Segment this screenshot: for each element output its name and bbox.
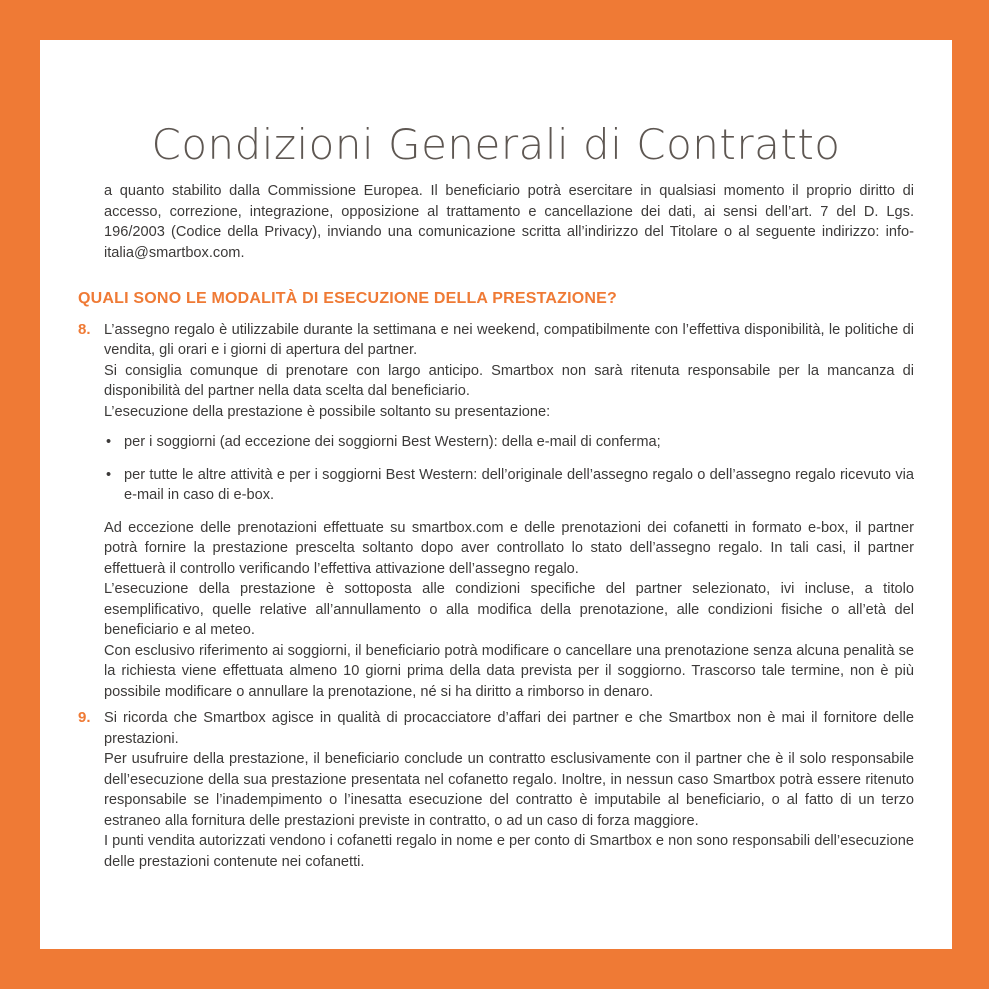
clause-8-paragraph-1: L’assegno regalo è utilizzabile durante la settimana e nei weekend, compatibilmente con l’effettiva disponibilità, le politiche di vendita, gli orari e i giorni di apertura del partner. — [104, 321, 914, 358]
bullet-icon: • — [106, 434, 112, 450]
clause-8-paragraph-3: L’esecuzione della prestazione è possibile soltanto su presentazione: — [104, 403, 551, 420]
document-page — [40, 40, 952, 949]
list-item: • per i soggiorni (ad eccezione dei soggiorni Best Western): della e-mail di conferma; — [104, 432, 914, 453]
intro-paragraph: a quanto stabilito dalla Commissione Europea. Il beneficiario potrà esercitare in qualsiasi momento il proprio diritto di accesso, correzione, integrazione, opposizione al trattamento e cancellazione dei dati, ai sensi dell’art. 7 del D. Lgs. 196/2003 (Codice della Privacy), inviando una comunicazione scritta all’indirizzo del Titolare o al seguente indirizzo: info-italia@smartbox.com. — [104, 183, 914, 261]
clause-9-paragraph-3: I punti vendita autorizzati vendono i cofanetti regalo in nome e per conto di Smartbox e non sono responsabili dell’esecuzione delle prestazioni contenute nei cofanetti. — [104, 833, 914, 870]
clause-8-paragraph-5: L’esecuzione della prestazione è sottoposta alle condizioni specifiche del partner selezionato, ivi incluse, a titolo esemplificativo, quelle relative all’annullamento o alla modifica della prenotazione, alle condizioni fisiche o all’età del beneficiario e al meteo. — [104, 581, 914, 638]
clause-9-paragraph-2: Per usufruire della prestazione, il beneficiario conclude un contratto esclusivamente con il partner che è il solo responsabile dell’esecuzione della sua prestazione presentata nel cofanetto regalo. Inoltre, in nessun caso Smartbox potrà essere ritenuto responsabile se l’inadempimento o l’inesatta esecuzione del contratto è imputabile al beneficiario, o al fatto di un terzo estraneo alla fornitura delle prestazioni previste in contratto, o ad un caso di forza maggiore. — [104, 751, 914, 829]
presentation-list — [104, 432, 914, 506]
clause-8-paragraph-2: Si consiglia comunque di prenotare con largo anticipo. Smartbox non sarà ritenuta responsabile per la mancanza di disponibilità del partner nella data scelta dal beneficiario. — [104, 362, 914, 399]
clause-8 — [78, 320, 914, 703]
clause-8-paragraph-6: Con esclusivo riferimento ai soggiorni, il beneficiario potrà modificare o cancellare una prenotazione senza alcuna penalità se la richiesta viene effettuata almeno 10 giorni prima della data prevista per il soggiorno. Trascorso tale termine, non è più possibile modificare o annullare la prenotazione, né si ha diritto a rimborso in denaro. — [104, 642, 914, 700]
clause-number: 9. — [78, 709, 91, 726]
section-heading: QUALI SONO LE MODALITÀ DI ESECUZIONE DELLA PRESTAZIONE? — [78, 290, 618, 307]
list-item: • per tutte le altre attività e per i soggiorni Best Western: dell’originale dell’assegno regalo o dell’assegno regalo ricevuto via e-mail in caso di e-box. — [106, 466, 914, 503]
clause-9 — [78, 708, 914, 872]
document-body — [78, 181, 914, 876]
clause-9-paragraph-1: Si ricorda che Smartbox agisce in qualità di procacciatore d’affari dei partner e che Smartbox non è mai il fornitore delle prestazioni. — [104, 710, 914, 747]
bullet-icon: • — [106, 466, 112, 483]
clause-8-paragraph-4: Ad eccezione delle prenotazioni effettuate su smartbox.com e delle prenotazioni dei cofanetti in formato e-box, il partner potrà fornire la prestazione prescelta soltanto dopo aver controllato lo stato dell’assegno regalo. In tali casi, il partner effettuerà il controllo verificando l’effettiva attivazione dell’assegno regalo. — [104, 519, 914, 577]
page-title: Condizioni Generali di Contratto — [151, 120, 841, 169]
clause-number: 8. — [78, 320, 91, 338]
